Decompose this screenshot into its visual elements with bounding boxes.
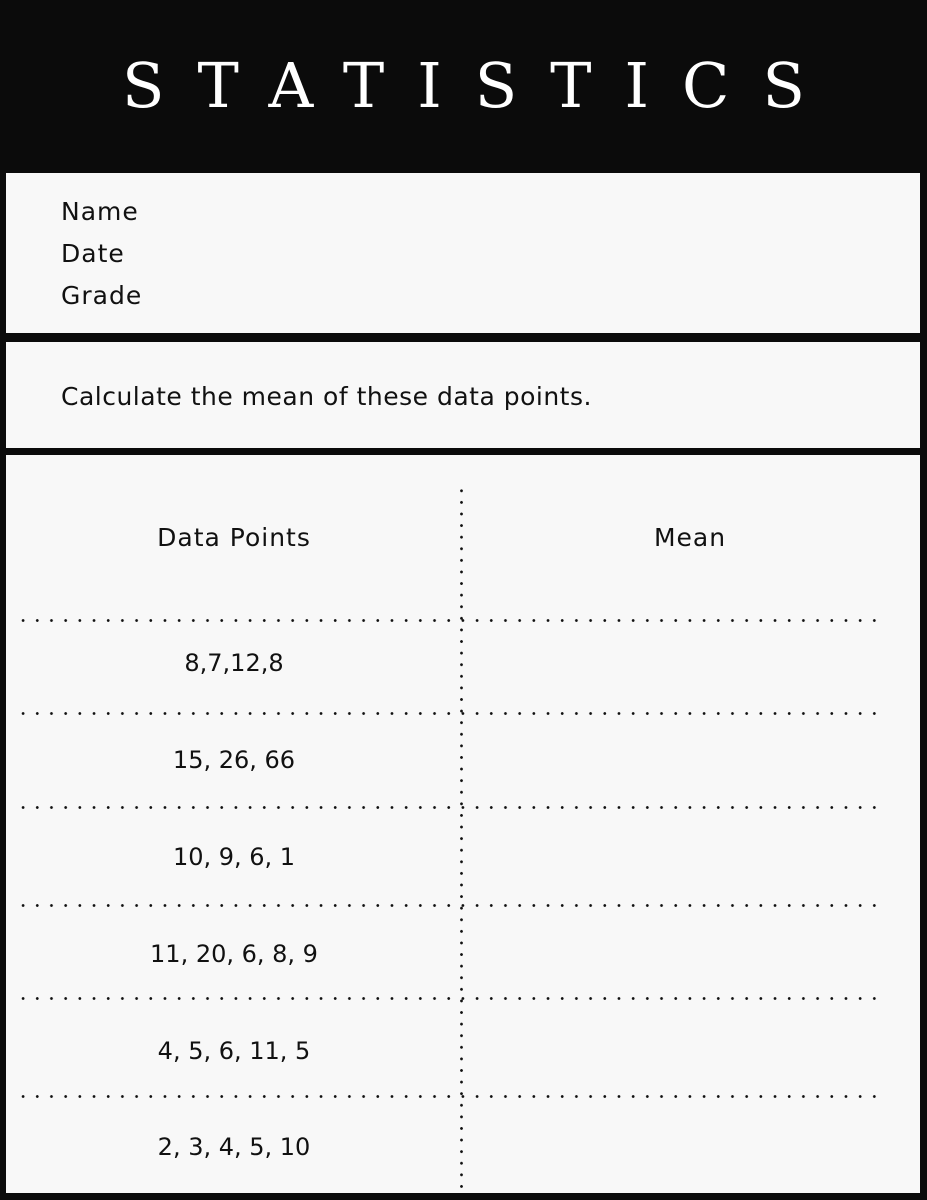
mean-answer-cell[interactable]	[466, 815, 906, 895]
grade-label: Grade	[61, 281, 143, 310]
student-info-panel	[6, 173, 920, 333]
data-points-cell: 2, 3, 4, 5, 10	[157, 1133, 311, 1161]
mean-answer-cell[interactable]	[466, 625, 906, 705]
data-points-cell: 8,7,12,8	[184, 649, 284, 677]
row-divider	[16, 1095, 882, 1098]
data-table	[6, 455, 920, 1193]
mean-answer-cell[interactable]	[466, 1105, 906, 1185]
column-divider	[460, 485, 463, 1193]
data-points-cell: 4, 5, 6, 11, 5	[157, 1037, 311, 1065]
data-points-cell: 15, 26, 66	[172, 746, 296, 774]
name-label: Name	[61, 197, 139, 226]
instruction-panel	[6, 342, 920, 448]
instruction-text: Calculate the mean of these data points.	[61, 382, 592, 411]
row-divider	[16, 904, 882, 907]
mean-header: Mean	[653, 523, 727, 552]
worksheet-title: STATISTICS	[122, 49, 838, 122]
row-divider	[16, 712, 882, 715]
row-divider	[16, 997, 882, 1000]
data-points-cell: 11, 20, 6, 8, 9	[150, 940, 318, 968]
mean-answer-cell[interactable]	[466, 912, 906, 992]
data-points-header: Data Points	[157, 523, 311, 552]
date-label: Date	[61, 239, 125, 268]
mean-answer-cell[interactable]	[466, 720, 906, 800]
mean-answer-cell[interactable]	[466, 1007, 906, 1087]
data-points-cell: 10, 9, 6, 1	[172, 843, 296, 871]
row-divider	[16, 619, 882, 622]
row-divider	[16, 806, 882, 809]
